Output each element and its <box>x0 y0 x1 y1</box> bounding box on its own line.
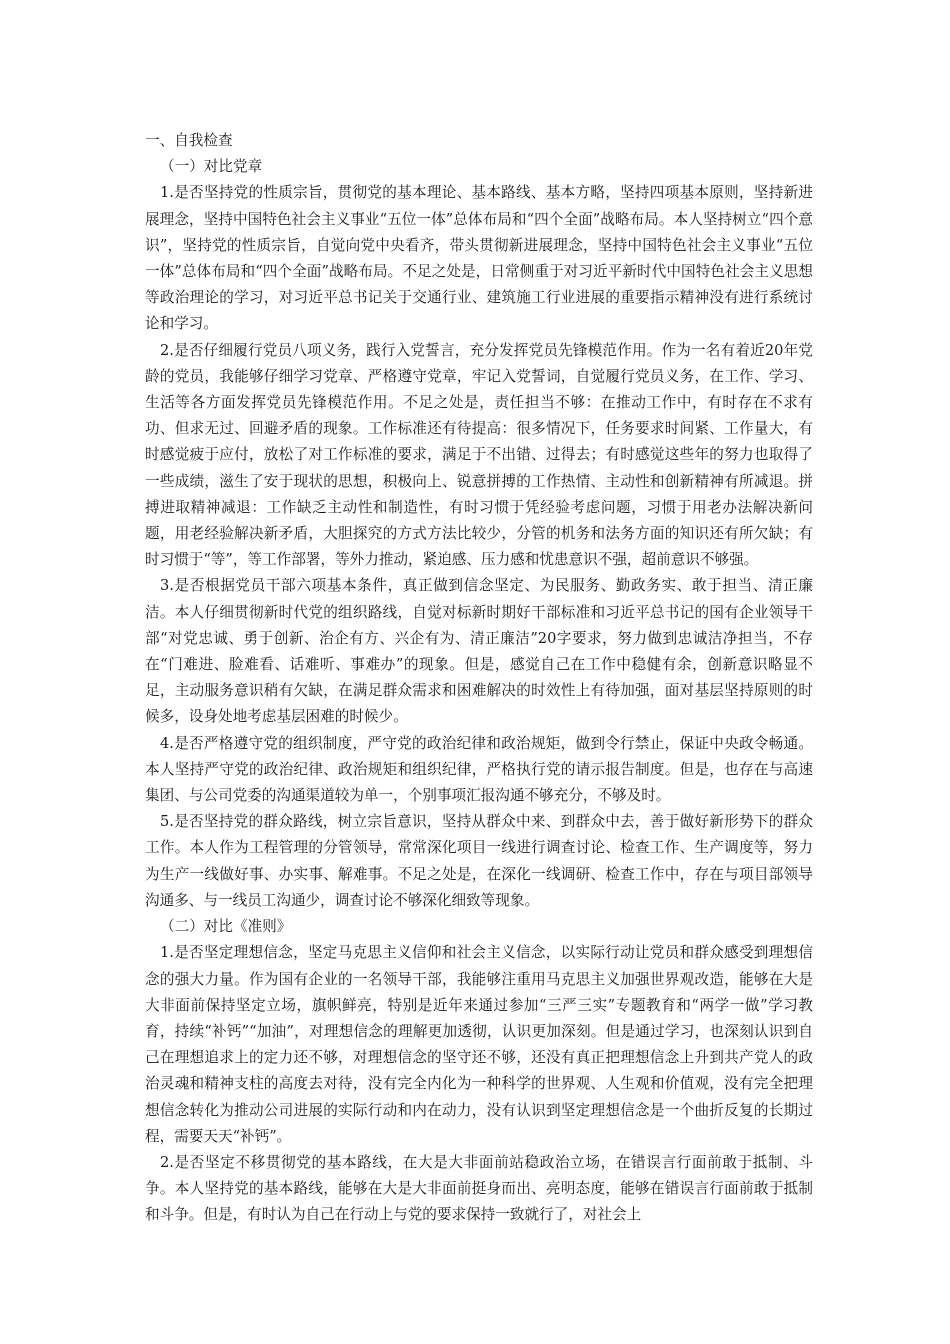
document-page <box>145 128 813 1229</box>
paragraph: 1.是否坚定理想信念，坚定马克思主义信仰和社会主义信念，以实际行动让党员和群众感受到理想信念的强大力量。作为国有企业的一名领导干部，我能够注重用马克思主义加强世界观改造，能够在大是大非面前保持坚定立场，旗帜鲜亮，特别是近年来通过参加“三严三实”专题教育和“两学一做”学习教育，持续“补钙”“加油”，对理想信念的理解更加透彻，认识更加深刻。但是通过学习，也深刻认识到自己在理想追求上的定力还不够，对理想信念的坚守还不够，还没有真正把理想信念上升到共产党人的政治灵魂和精神支柱的高度去对待，没有完全内化为一种科学的世界观、人生观和价值观，没有完全把理想信念转化为推动公司进展的实际行动和内在动力，没有认识到坚定理想信念是一个曲折反复的长期过程，需要天天“补钙”。 <box>145 944 813 1145</box>
paragraph: 3.是否根据党员干部六项基本条件，真正做到信念坚定、为民服务、勤政务实、敢于担当、清正廉洁。本人仔细贯彻新时代党的组织路线，自觉对标新时期好干部标准和习近平总书记的国有企业领导干部“对党忠诚、勇于创新、治企有方、兴企有为、清正廉洁”20字要求，努力做到忠诚洁净担当，不存在“门难进、脸难看、话难听、事难办”的现象。但是，感觉自己在工作中稳健有余，创新意识略显不足，主动服务意识稍有欠缺，在满足群众需求和困难解决的时效性上有待加强，面对基层坚持原则的时候多，设身处地考虑基层困难的时候少。 <box>145 577 813 726</box>
paragraph: 2.是否坚定不移贯彻党的基本路线，在大是大非面前站稳政治立场，在错误言行面前敢于抵制、斗争。本人坚持党的基本路线，能够在大是大非面前挺身而出、亮明态度，能够在错误言行面前敢于抵制和斗争。但是，有时认为自己在行动上与党的要求保持一致就行了，对社会上 <box>145 1153 813 1224</box>
subsection-title-guidelines: （二）对比《准则》 <box>160 918 292 936</box>
section-title: 一、自我检查 <box>145 132 233 149</box>
paragraph: 5.是否坚持党的群众路线，树立宗旨意识，坚持从群众中来、到群众中去，善于做好新形势下的群众工作。本人作为工程管理的分管领导，常常深化项目一线进行调查讨论、检查工作、生产调度等，努力为生产一线做好事、办实事、解难事。不足之处是，在深化一线调研、检查工作中，存在与项目部领导沟通多、与一线员工沟通少，调查讨论不够深化细致等现象。 <box>145 813 813 909</box>
subsection-title-charter: （一）对比党章 <box>160 158 263 176</box>
paragraph: 1.是否坚持党的性质宗旨，贯彻党的基本理论、基本路线、基本方略，坚持四项基本原则，坚持新进展理念，坚持中国特色社会主义事业“五位一体”总体布局和“四个全面”战略布局。本人坚持树立“四个意识”，坚持党的性质宗旨，自觉向党中央看齐，带头贯彻新进展理念，坚持中国特色社会主义事业“五位一体”总体布局和“四个全面”战略布局。不足之处是，日常侧重于对习近平新时代中国特色社会主义思想等政治理论的学习，对习近平总书记关于交通行业、建筑施工行业进展的重要指示精神没有进行系统讨论和学习。 <box>145 184 813 333</box>
paragraph: 4.是否严格遵守党的组织制度，严守党的政治纪律和政治规矩，做到令行禁止，保证中央政令畅通。本人坚持严守党的政治纪律、政治规矩和组织纪律，严格执行党的请示报告制度。但是，也存在与高速集团、与公司党委的沟通渠道较为单一，个别事项汇报沟通不够充分，不够及时。 <box>145 734 813 805</box>
paragraph: 2.是否仔细履行党员八项义务，践行入党誓言，充分发挥党员先锋模范作用。作为一名有着近20年党龄的党员，我能够仔细学习党章、严格遵守党章，牢记入党誓词，自觉履行党员义务，在工作、学习、生活等各方面发挥党员先锋模范作用。不足之处是，责任担当不够：在推动工作中，有时存在不求有功、但求无过、回避矛盾的现象。工作标准还有待提高：很多情况下，任务要求时间紧、工作量大，有时感觉疲于应付，放松了对工作标准的要求，满足于不出错、过得去；有时感觉这些年的努力也取得了一些成绩，滋生了安于现状的思想，积极向上、锐意拼搏的工作热情、主动性和创新精神有所减退。拼搏进取精神减退：工作缺乏主动性和制造性，有时习惯于凭经验考虑问题，习惯于用老办法解决新问题，用老经验解决新矛盾，大胆探究的方式方法比较少，分管的机务和法务方面的知识还有所欠缺；有时习惯于“等”，等工作部署，等外力推动，紧迫感、压力感和忧患意识不强，超前意识不够强。 <box>145 341 813 569</box>
